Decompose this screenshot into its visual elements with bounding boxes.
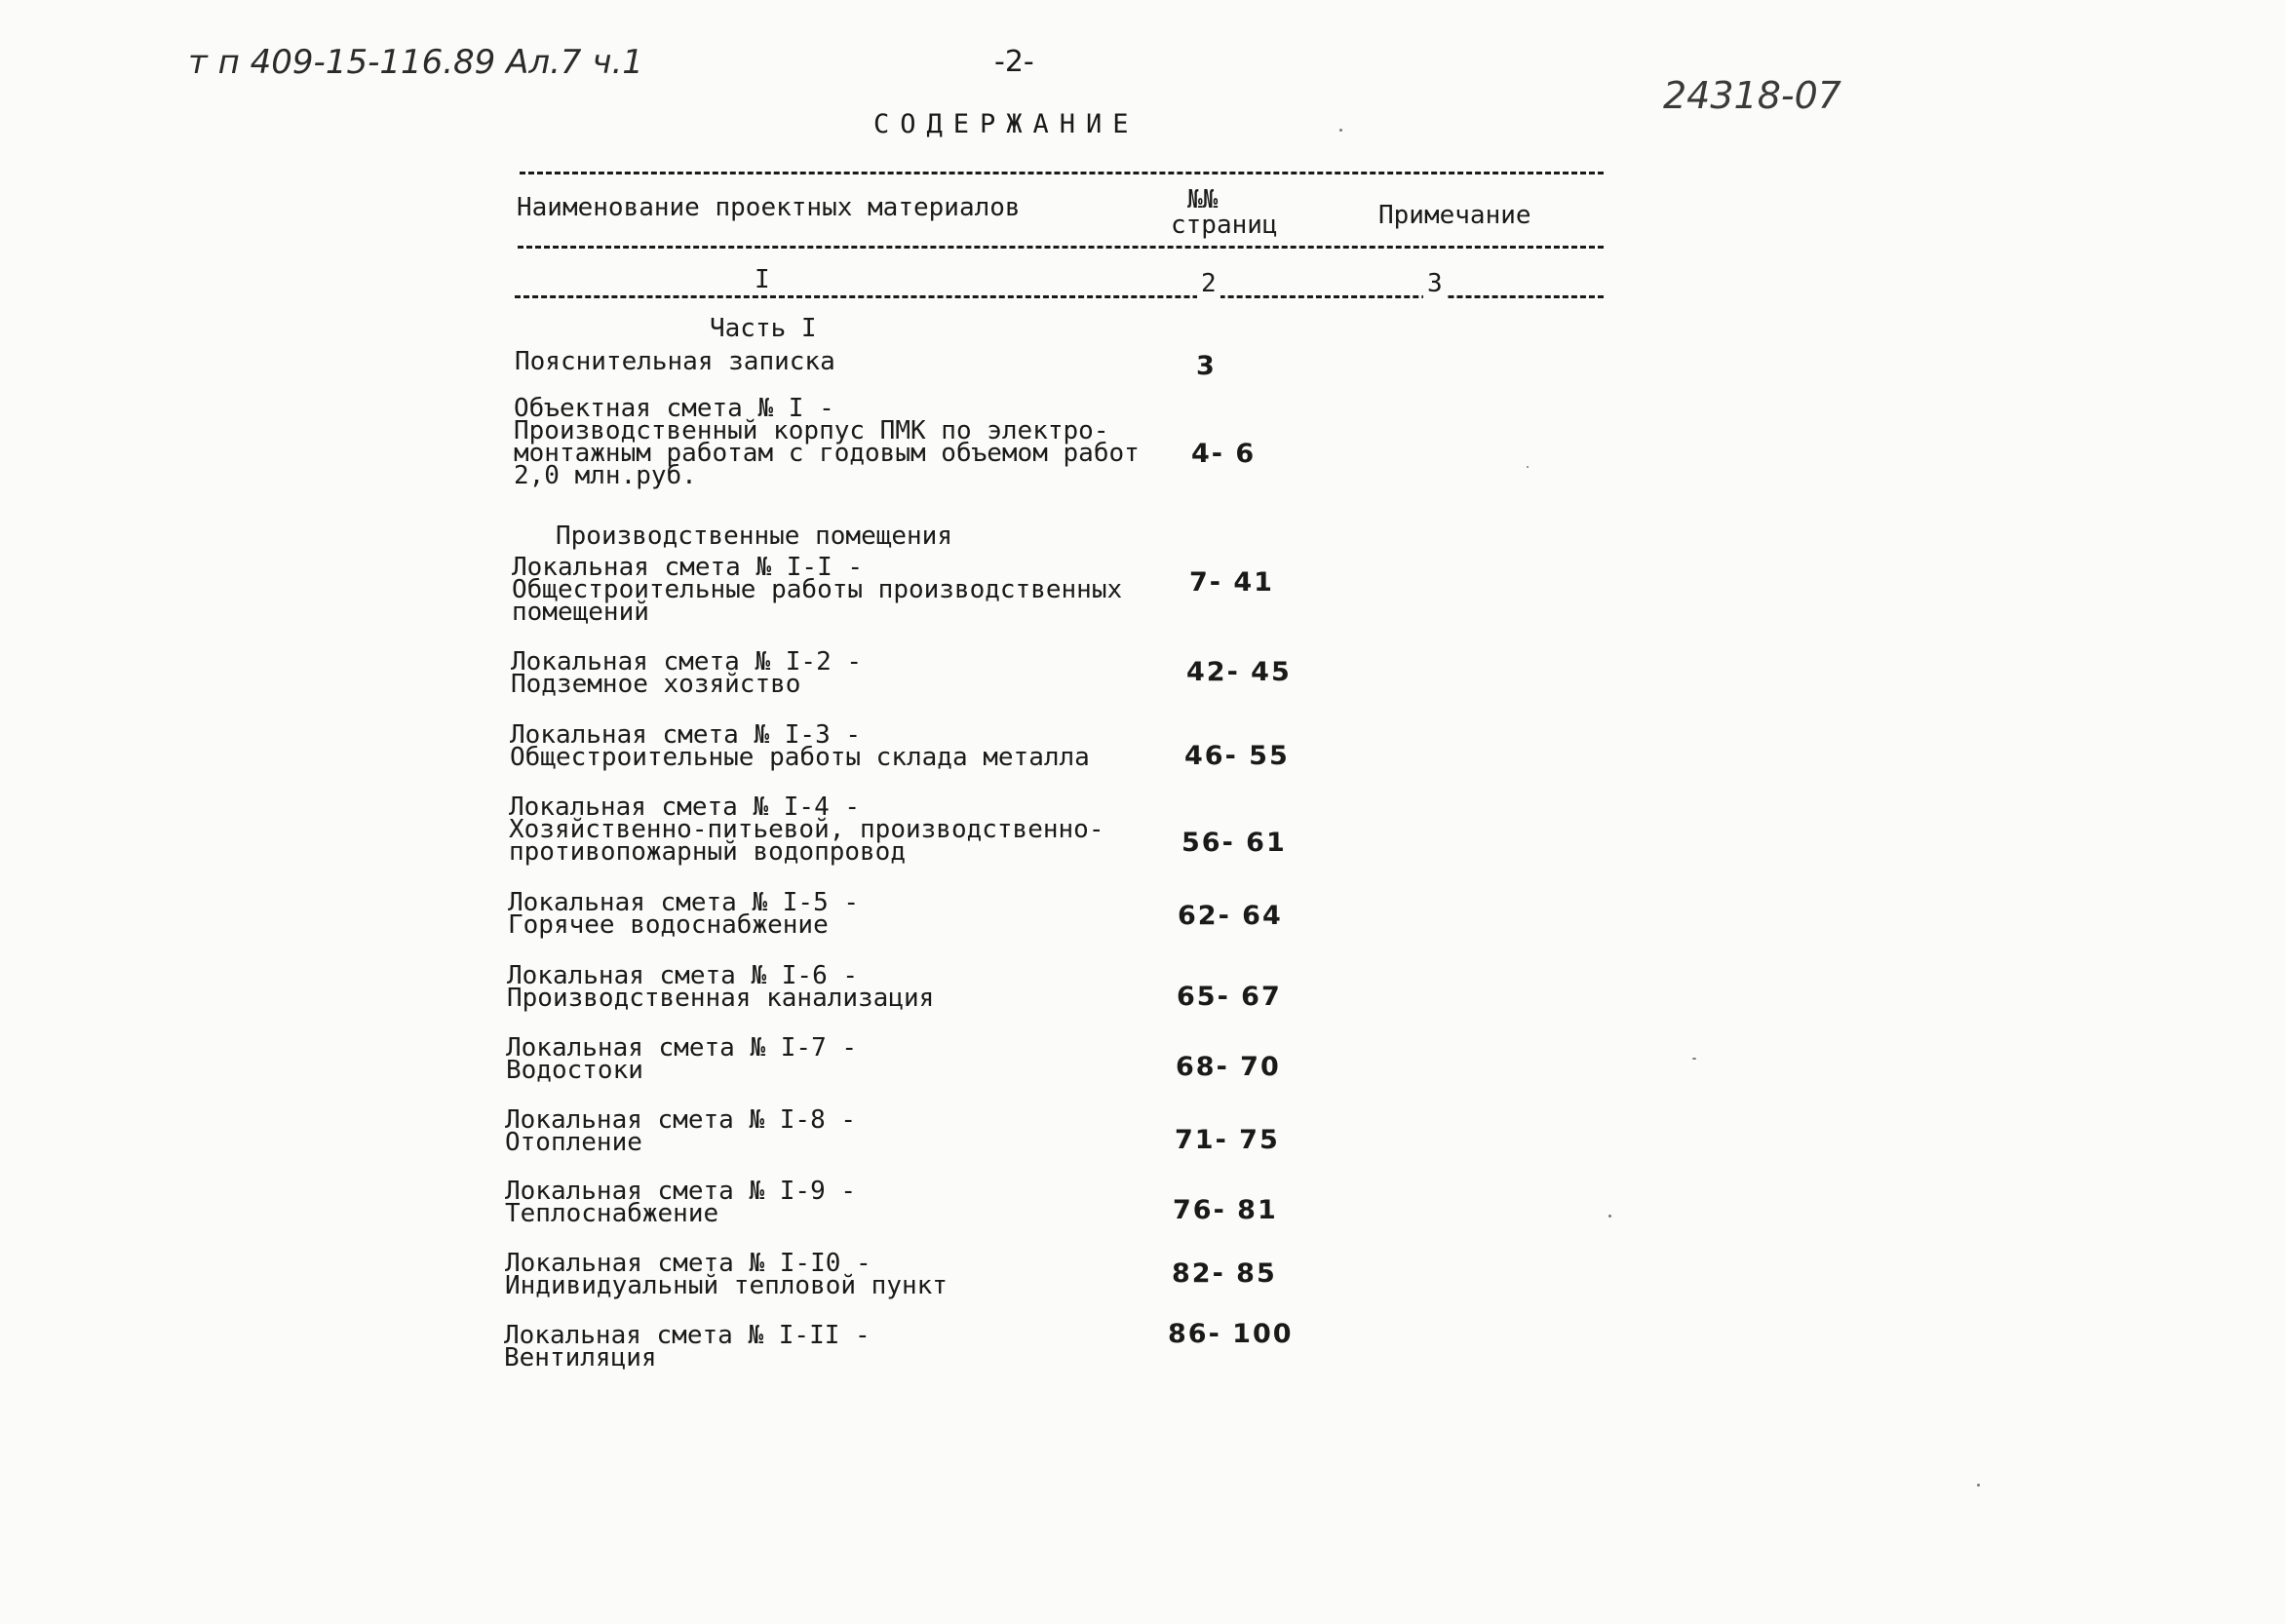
entry-line: Локальная смета № I-5 - xyxy=(508,888,860,917)
entry-pages: 86- 100 xyxy=(1168,1319,1294,1349)
toc-entry xyxy=(508,888,860,940)
entry-pages: 42- 45 xyxy=(1186,657,1292,687)
entry-line: Водостоки xyxy=(506,1056,643,1085)
toc-entry xyxy=(505,1105,857,1157)
column-header-pages-mark: №№ xyxy=(1187,185,1219,214)
entry-line: Отопление xyxy=(505,1128,642,1157)
entry-line: Производственный корпус ПМК по электро- xyxy=(514,416,1109,445)
entry-line: Пояснительная записка xyxy=(515,347,835,376)
entry-line: Производственная канализация xyxy=(507,984,935,1013)
toc-entry xyxy=(515,347,835,376)
entry-line: Локальная смета № I-9 - xyxy=(505,1177,857,1206)
entry-line: Теплоснабжение xyxy=(505,1199,719,1228)
entry-line: Объектная смета № I - xyxy=(514,394,834,423)
entry-pages: 65- 67 xyxy=(1177,982,1282,1012)
archive-number: 24318-07 xyxy=(1663,74,1841,117)
entry-line: Хозяйственно-питьевой, производственно- xyxy=(509,815,1104,844)
document-code: т п 409-15-116.89 Ал.7 ч.1 xyxy=(188,43,643,82)
entry-line: помещений xyxy=(512,598,649,627)
entry-line: Горячее водоснабжение xyxy=(508,910,829,940)
entry-line: Локальная смета № I-II - xyxy=(504,1321,871,1350)
subsection-title: Производственные помещения xyxy=(556,522,952,551)
entry-line: Общестроительные работы склада металла xyxy=(510,743,1090,772)
entry-line: Индивидуальный тепловой пункт xyxy=(505,1271,948,1300)
entry-pages: 62- 64 xyxy=(1178,901,1283,931)
column-header-name: Наименование проектных материалов xyxy=(517,193,1021,222)
entry-line: 2,0 млн.руб. xyxy=(514,461,697,490)
entry-line: Локальная смета № I-4 - xyxy=(509,793,861,822)
scan-speck xyxy=(1339,129,1342,132)
toc-entry xyxy=(509,793,1104,867)
entry-line: монтажным работам с годовым объемом работ xyxy=(514,439,1140,468)
header-bottom-rule xyxy=(518,246,1604,249)
entry-line: Локальная смета № I-6 - xyxy=(507,961,859,990)
toc-entry xyxy=(505,1249,948,1300)
entry-line: Локальная смета № I-I0 - xyxy=(505,1249,871,1278)
entry-pages: 76- 81 xyxy=(1173,1195,1278,1225)
entry-line: Локальная смета № I-3 - xyxy=(510,720,862,750)
entry-line: Локальная смета № I-2 - xyxy=(511,647,863,677)
column-header-pages: страниц xyxy=(1171,211,1278,240)
column-number-1: I xyxy=(751,265,774,294)
toc-entry xyxy=(506,1033,858,1085)
scan-speck xyxy=(1608,1215,1611,1218)
entry-pages: 3 xyxy=(1196,351,1217,381)
page-title: СОДЕРЖАНИЕ xyxy=(873,109,1140,139)
scan-speck xyxy=(1692,1058,1696,1060)
entry-line: Локальная смета № I-8 - xyxy=(505,1105,857,1135)
entry-line: противопожарный водопровод xyxy=(509,837,906,867)
toc-entry xyxy=(511,647,863,699)
toc-entry xyxy=(504,1321,871,1373)
toc-entry xyxy=(507,961,935,1013)
part-title: Часть I xyxy=(710,314,817,343)
entry-pages: 46- 55 xyxy=(1184,741,1290,771)
column-number-2: 2 xyxy=(1197,269,1220,298)
entry-line: Локальная смета № I-I - xyxy=(512,553,864,582)
entry-pages: 71- 75 xyxy=(1175,1125,1280,1155)
entry-line: Локальная смета № I-7 - xyxy=(506,1033,858,1063)
entry-pages: 82- 85 xyxy=(1172,1258,1277,1289)
toc-entry xyxy=(514,394,1140,490)
table-top-rule xyxy=(520,172,1604,174)
entry-line: Вентиляция xyxy=(504,1343,657,1373)
page-number: -2- xyxy=(994,45,1034,79)
entry-line: Подземное хозяйство xyxy=(511,670,801,699)
entry-pages: 68- 70 xyxy=(1176,1052,1281,1082)
entry-line: Общестроительные работы производственных xyxy=(512,575,1123,604)
entry-pages: 56- 61 xyxy=(1181,828,1287,858)
toc-entry xyxy=(510,720,1090,772)
entry-pages: 7- 41 xyxy=(1189,567,1274,598)
entry-pages: 4- 6 xyxy=(1191,439,1257,469)
scan-speck xyxy=(1977,1484,1980,1487)
column-number-3: 3 xyxy=(1423,269,1447,298)
scan-speck xyxy=(1527,466,1529,468)
column-header-note: Примечание xyxy=(1378,201,1531,230)
toc-entry xyxy=(505,1177,857,1228)
toc-entry xyxy=(512,553,1123,627)
